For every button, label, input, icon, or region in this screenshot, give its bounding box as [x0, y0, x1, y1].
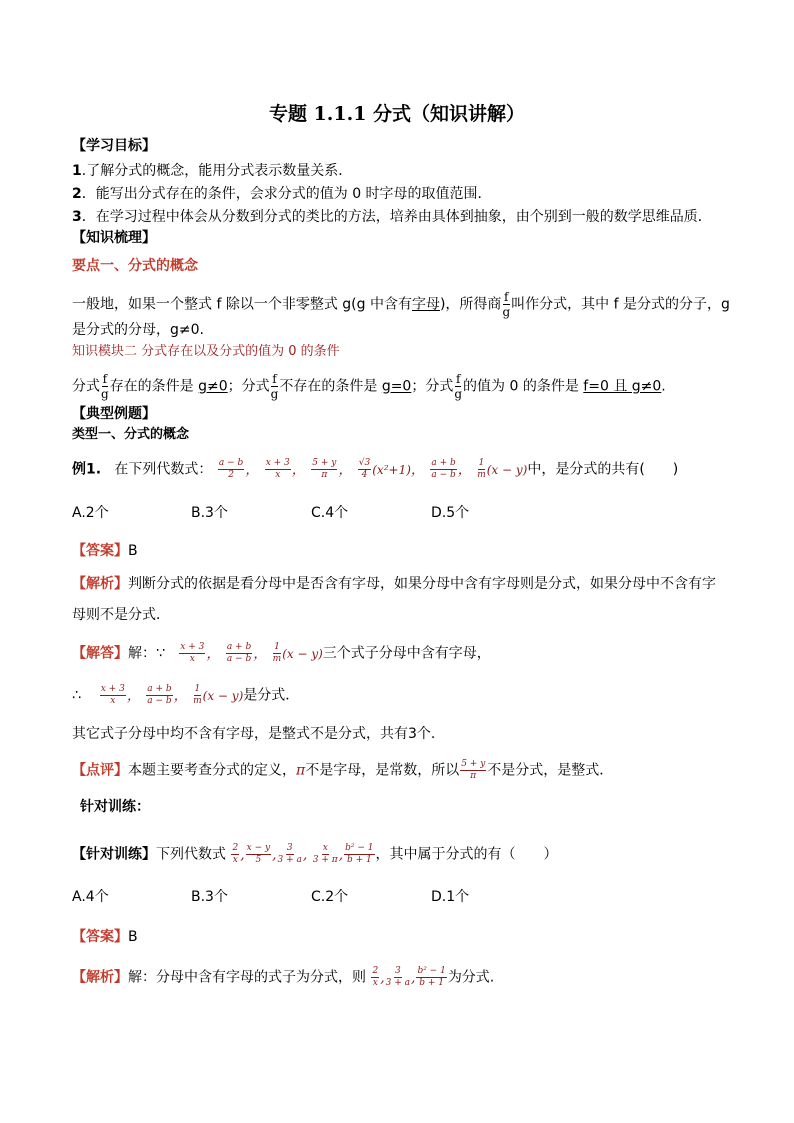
- definition-line-2: 是分式的分母，g≠0.: [72, 322, 204, 338]
- ex1-other: 其它式子分母中均不含有字母，是整式不是分式，共有3个.: [72, 726, 436, 742]
- definition-line-1: 一般地，如果一个整式 f 除以一个非零整式 g(g 中含有字母)，所得商 $\frac{f}{g}$ 叫作分式，其中 f 是分式的分子，g: [72, 290, 730, 319]
- training-option-d: D.1个: [431, 889, 470, 905]
- ex1-option-c: C.4个: [311, 505, 349, 521]
- training-option-c: C.2个: [311, 889, 349, 905]
- ex1-solution-2: ∴ $\frac{x + 3}{x}$ ， $\frac{a + b}{a - b}$ ， $\frac{1}{m}$ (x − y)是分式．: [72, 684, 300, 706]
- ex1-comment: 【点评】本题主要考查分式的定义，π不是字母，是常数，所以 $\frac{5 + y}{\pi}$ 不是分式，是整式．: [72, 759, 614, 781]
- ex1-analysis-1: 【解析】判断分式的依据是看分母中是否含有字母，如果分母中含有字母则是分式，如果分母中不含有字: [72, 576, 716, 592]
- training-option-a: A.4个: [72, 889, 109, 905]
- goal-item-2: 2．能写出分式存在的条件，会求分式的值为 0 时字母的取值范围．: [72, 186, 492, 202]
- knowledge-heading: 【知识梳理】: [72, 230, 156, 246]
- goal-item-3: 3．在学习过程中体会从分数到分式的类比的方法，培养由具体到抽象，由个别到一般的数学思维品质．: [72, 209, 712, 225]
- conditions-line: 分式 $\frac{f}{g}$ 存在的条件是 g≠0；分式 $\frac{f}{g}$ 不存在的条件是 g=0；分式 $\frac{f}{g}$ 的值为 0 的条件是 f=0 且 g≠0.: [72, 372, 666, 401]
- training-heading: 针对训练：: [80, 799, 150, 815]
- ex1-option-d: D.5个: [431, 505, 470, 521]
- training-analysis: 【解析】解：分母中含有字母的式子为分式，则 $\frac{2}{x}$ , $\frac{3}{3 + a}$ , $\frac{\text{b² − 1}}{b + 1}$ 为分式.: [72, 966, 495, 988]
- ex1-option-b: B.3个: [191, 505, 228, 521]
- ex1-analysis-2: 母则不是分式．: [72, 607, 170, 623]
- goal-item-1: 1.了解分式的概念，能用分式表示数量关系．: [72, 163, 353, 179]
- ex1-answer: 【答案】B: [72, 543, 138, 559]
- type1-title: 类型一、分式的概念: [72, 427, 190, 442]
- training-answer: 【答案】B: [72, 929, 138, 945]
- ex1-option-a: A.2个: [72, 505, 109, 521]
- training-option-b: B.3个: [191, 889, 228, 905]
- ex1-solution-1: 【解答】解：∵ $\frac{x + 3}{x}$ ， $\frac{a + b}{a - b}$ ， $\frac{1}{m}$ (x − y)三个式子分母中含有字母，: [72, 642, 491, 664]
- point1-title: 要点一、分式的概念: [72, 258, 198, 274]
- example-1: 例1. 在下列代数式： $\frac{a - b}{2}$ ， $\frac{x + 3}{x}$ ， $\frac{5 + y}{\pi}$ ， $\frac{√3}{4}$ (x²+1)， $\frac{a + b}{a - b}$ ， $\frac{1}{m}$ (x − y)中，是分式的共有( ): [72, 458, 679, 480]
- module2-title: 知识模块二 分式存在以及分式的值为 0 的条件: [72, 344, 340, 359]
- training-question: 【针对训练】下列代数式 $\frac{2}{x}$ , $\frac{x - y}{5}$ , $\frac{3}{3 + a}$ , $\frac{x}{3 + \pi}$ , $\frac{\text{b² − 1}}{b + 1}$ ，其中属于分式的有（ ）: [72, 843, 558, 865]
- goals-heading: 【学习目标】: [72, 138, 156, 154]
- examples-heading: 【典型例题】: [72, 406, 156, 422]
- page-title: 专题 1.1.1 分式（知识讲解）: [268, 103, 526, 125]
